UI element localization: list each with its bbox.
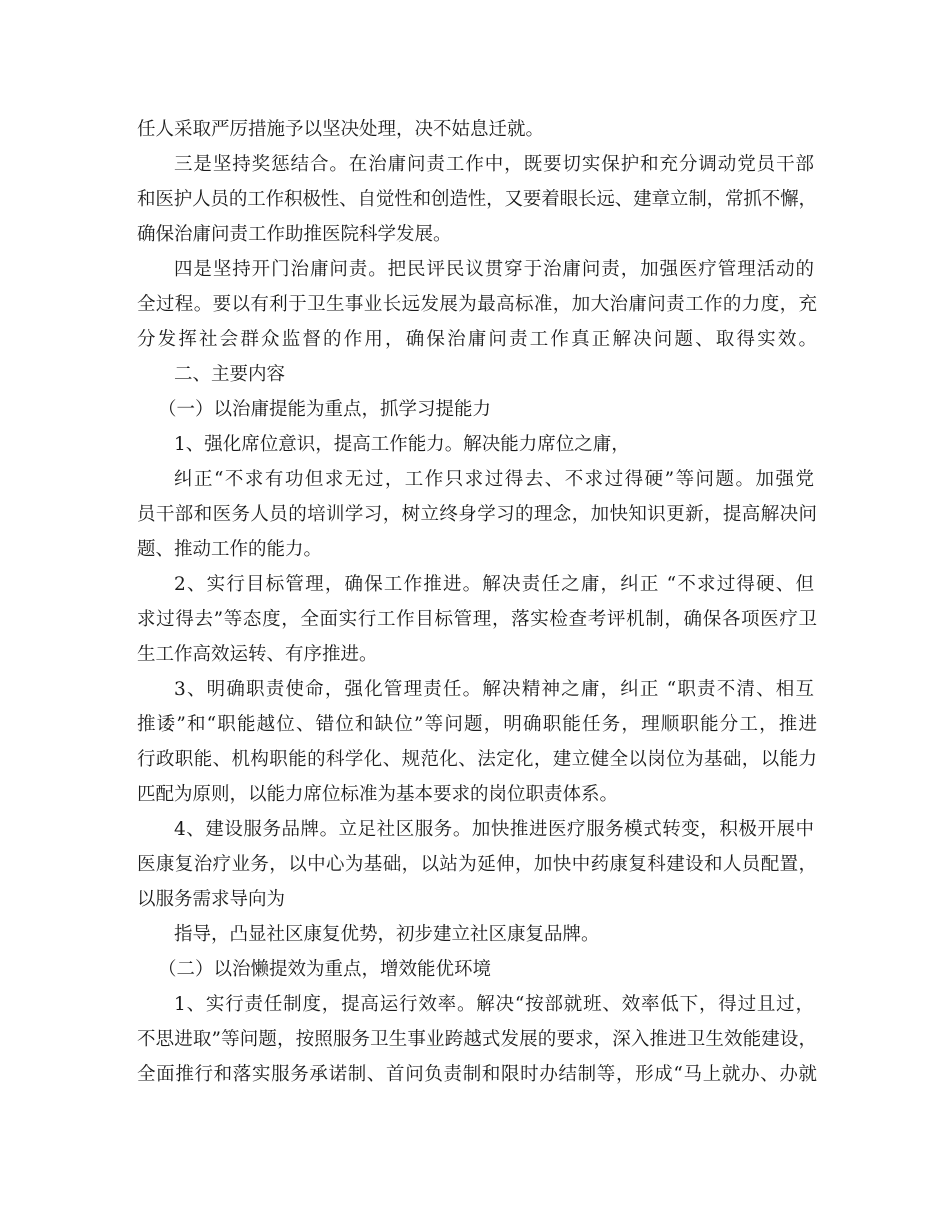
body-text-line: 行政职能、机构职能的科学化、规范化、法定化，建立健全以岗位为基础，以能力	[137, 749, 818, 770]
body-text-line: 分发挥社会群众监督的作用，确保治庸问责工作真正解决问题、取得实效。	[137, 329, 820, 350]
body-text-line: 员干部和医务人员的培训学习，树立终身学习的理念，加快知识更新，提高解决问	[137, 504, 818, 525]
body-text-line: 题、推动工作的能力。	[137, 539, 323, 560]
body-text-line: 三是坚持奖惩结合。在治庸问责工作中，既要切实保护和充分调动党员干部	[174, 154, 815, 175]
subsection-heading: （一）以治庸提能为重点，抓学习提能力	[158, 399, 492, 420]
body-text-line: 1、实行责任制度，提高运行效率。解决“按部就班、效率低下，得过且过，	[174, 994, 815, 1015]
subsection-heading: （二）以治懒提效为重点，增效能优环境	[158, 959, 492, 980]
body-text-line: 四是坚持开门治庸问责。把民评民议贯穿于治庸问责，加强医疗管理活动的	[174, 259, 815, 280]
section-heading: 二、主要内容	[174, 364, 286, 385]
body-text-line: 不思进取”等问题，按照服务卫生事业跨越式发展的要求，深入推进卫生效能建设，	[137, 1029, 818, 1050]
body-text-line: 指导，凸显社区康复优势，初步建立社区康复品牌。	[174, 924, 600, 945]
body-text-line: 医康复治疗业务，以中心为基础，以站为延伸，加快中药康复科建设和人员配置，	[137, 854, 818, 875]
body-text-line: 和医护人员的工作积极性、自觉性和创造性，又要着眼长远、建章立制，常抓不懈，	[137, 189, 817, 210]
body-text-line: 1、强化席位意识，提高工作能力。解决能力席位之庸，	[174, 434, 630, 455]
body-text-line: 求过得去”等态度，全面实行工作目标管理，落实检查考评机制，确保各项医疗卫	[137, 609, 818, 630]
body-text-line: 2、实行目标管理，确保工作推进。解决责任之庸，纠正 “不求过得硬、但	[174, 574, 816, 595]
body-text-line: 生工作高效运转、有序推进。	[137, 644, 378, 665]
body-text-line: 推诿”和“职能越位、错位和缺位”等问题，明确职能任务，理顺职能分工，推进	[137, 714, 819, 735]
body-text-line: 匹配为原则，以能力席位标准为基本要求的岗位职责体系。	[137, 784, 619, 805]
body-text-line: 以服务需求导向为	[137, 889, 286, 910]
body-text-line: 确保治庸问责工作助推医院科学发展。	[137, 224, 452, 245]
body-text-line: 任人采取严厉措施予以坚决处理，决不姑息迁就。	[137, 119, 545, 140]
body-text-line: 全过程。要以有利于卫生事业长远发展为最高标准，加大治庸问责工作的力度，充	[137, 294, 818, 315]
body-text-line: 全面推行和落实服务承诺制、首问负责制和限时办结制等，形成“马上就办、办就	[137, 1064, 818, 1085]
body-text-line: 4、建设服务品牌。立足社区服务。加快推进医疗服务模式转变，积极开展中	[174, 819, 815, 840]
body-text-line: 3、明确职责使命，强化管理责任。解决精神之庸，纠正 “职责不清、相互	[174, 679, 816, 700]
body-text-line: 纠正“不求有功但求无过，工作只求过得去、不求过得硬”等问题。加强党	[174, 469, 816, 490]
